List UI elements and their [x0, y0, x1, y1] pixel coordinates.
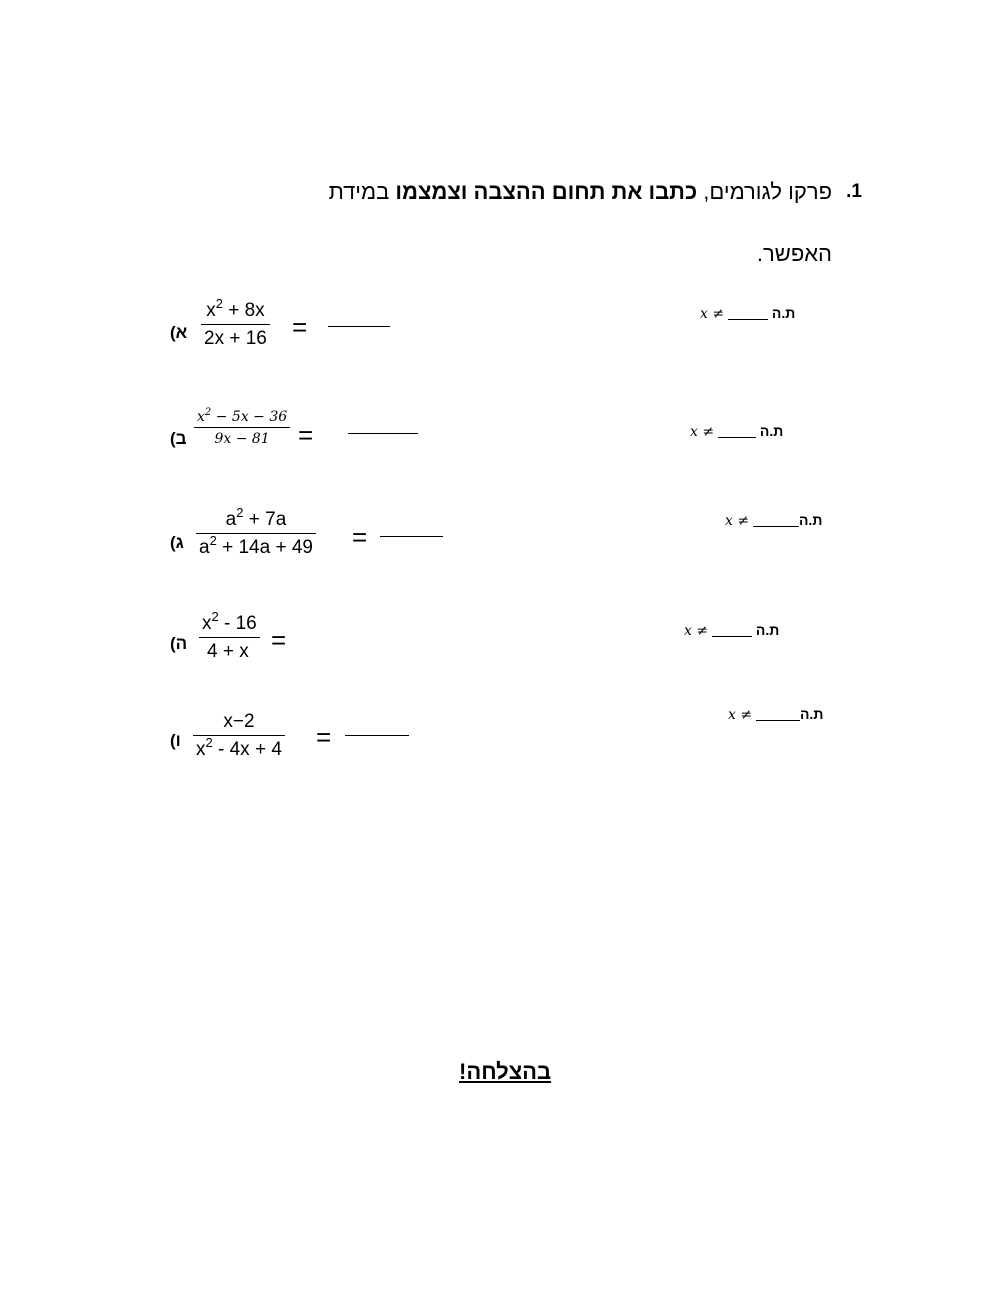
question-letter-a: א): [170, 323, 188, 342]
instruction-text-bold: כתבו את תחום ההצבה וצמצמו: [395, 179, 698, 204]
domain-b-blank[interactable]: [718, 425, 756, 438]
fraction-f: [193, 711, 285, 761]
question-letter-c: ג): [170, 533, 184, 552]
fraction-e-bar: [199, 637, 260, 638]
fraction-e-numerator: $x^2 - 16$: [202, 609, 257, 634]
domain-c-expr: x ≠: [725, 513, 750, 529]
fraction-e: [199, 609, 260, 663]
good-luck-footer: בהצלחה!: [459, 1059, 552, 1084]
fraction-c-denominator: $a^2 + 14a + 49$: [199, 532, 313, 558]
domain-f: [728, 706, 823, 723]
fraction-a: [201, 296, 270, 350]
question-letter-b: ב): [170, 429, 187, 448]
domain-e-blank[interactable]: [712, 624, 752, 637]
domain-c-label: ת.ה: [798, 512, 823, 528]
fraction-c-numerator: $a^2 + 7a$: [225, 505, 287, 530]
domain-a-label: ת.ה: [771, 305, 796, 321]
fraction-b: [194, 409, 290, 447]
domain-a-expr: x ≠: [700, 306, 725, 322]
fraction-f-numerator: x−2: [223, 711, 255, 732]
domain-f-label: ת.ה: [799, 706, 824, 722]
domain-b: [690, 423, 783, 440]
domain-a-blank[interactable]: [728, 307, 768, 320]
instruction-line-1: [329, 179, 832, 205]
domain-c-blank[interactable]: [753, 514, 799, 527]
fraction-f-denominator: $x^2 - 4x + 4$: [196, 734, 282, 760]
answer-blank-b[interactable]: [348, 433, 418, 434]
question-letter-f: ו): [170, 731, 181, 750]
question-letter-e: ה): [170, 634, 188, 653]
fraction-e-denominator: 4 + x: [207, 640, 249, 662]
equals-sign-c: =: [352, 522, 368, 552]
equals-sign-b: =: [298, 420, 314, 450]
domain-f-blank[interactable]: [756, 708, 800, 721]
fraction-b-bar: [194, 427, 290, 428]
fraction-b-denominator: 9x − 81: [214, 431, 270, 448]
domain-e: [684, 622, 779, 639]
fraction-c: [196, 505, 316, 559]
instruction-text-part2: במידת: [328, 179, 390, 204]
fraction-a-denominator: 2x + 16: [204, 327, 267, 349]
domain-b-label: ת.ה: [759, 423, 784, 439]
domain-a: [700, 305, 795, 322]
fraction-a-numerator: $x^2 + 8x$: [206, 296, 265, 321]
domain-e-expr: x ≠: [684, 623, 709, 639]
instruction-text-part1: פרקו לגורמים,: [703, 179, 832, 204]
question-number: .1: [846, 181, 862, 202]
domain-b-expr: x ≠: [690, 424, 715, 440]
domain-e-label: ת.ה: [755, 622, 780, 638]
answer-blank-f[interactable]: [345, 735, 409, 736]
equals-sign-f: =: [316, 722, 332, 752]
answer-blank-a[interactable]: [328, 326, 390, 327]
domain-f-expr: x ≠: [728, 707, 753, 723]
fraction-a-bar: [201, 324, 270, 325]
domain-c: [725, 512, 822, 529]
fraction-b-numerator: $x^2 - 5x - 36$: [197, 407, 288, 425]
answer-blank-c[interactable]: [380, 536, 443, 537]
equals-sign-e: =: [271, 625, 287, 655]
instruction-line-2: האפשר.: [756, 241, 832, 266]
equals-sign-a: =: [292, 312, 308, 342]
